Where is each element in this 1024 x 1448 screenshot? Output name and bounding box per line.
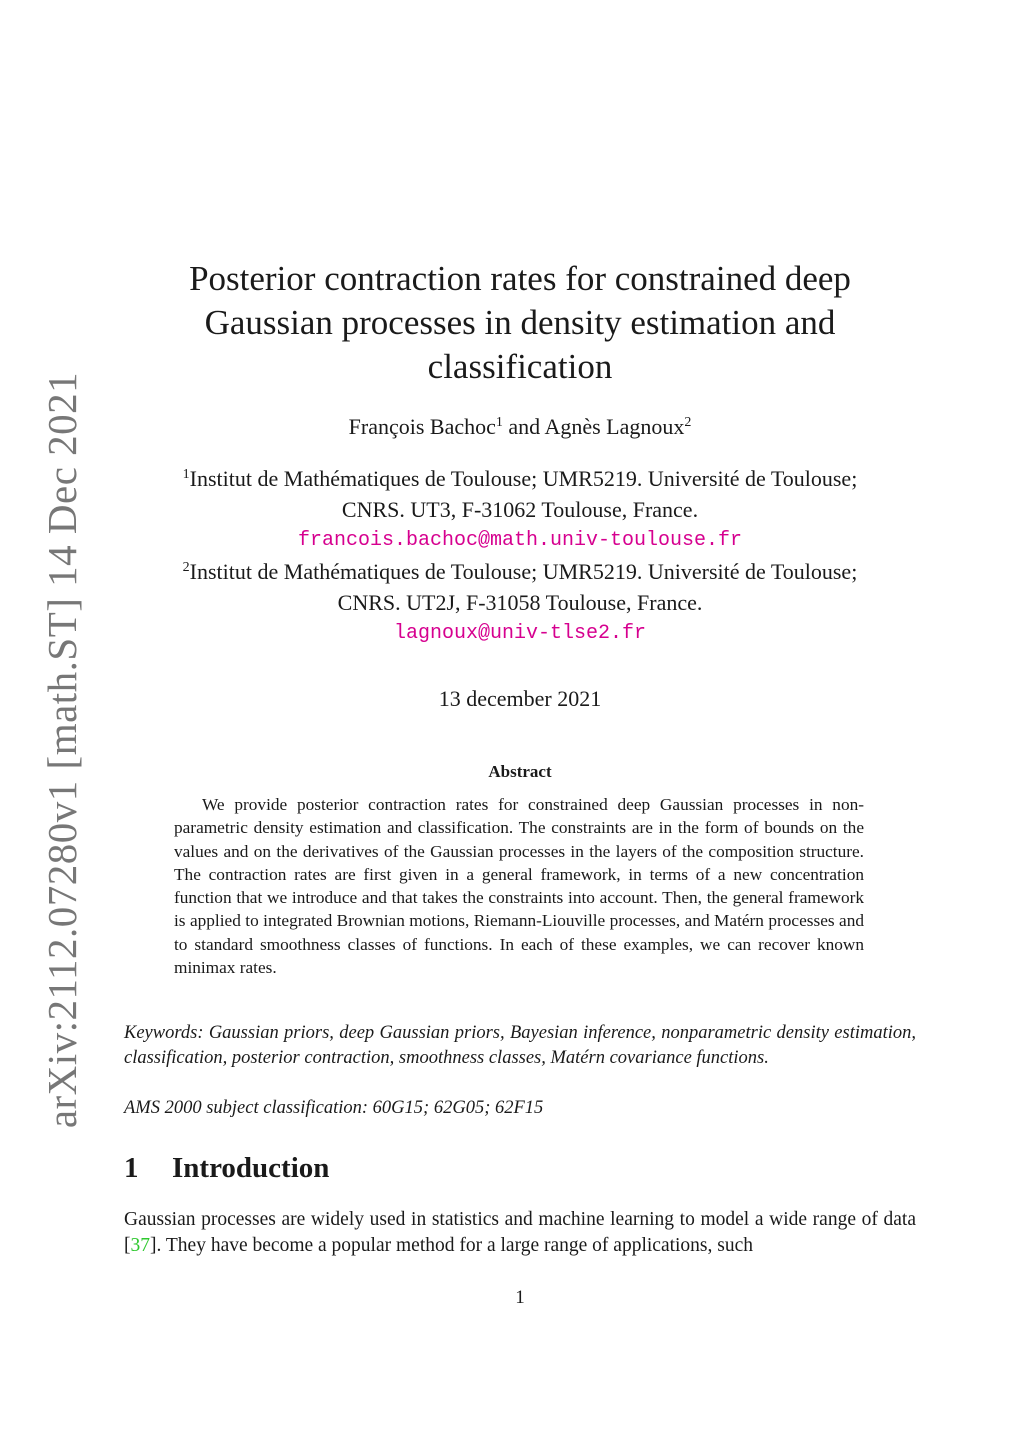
- author-name: François Bachoc: [348, 414, 496, 439]
- ams-classification: AMS 2000 subject classification: 60G15; 62G05; 62F15: [124, 1098, 544, 1118]
- affiliation-text: Institut de Mathématiques de Toulouse; UMR5219. Université de Toulouse;: [189, 559, 858, 584]
- paper-date: 13 december 2021: [438, 686, 602, 711]
- author-line: [124, 414, 916, 440]
- section-number: 1: [124, 1152, 139, 1184]
- intro-text: ]. They have become a popular method for a large range of applications, such: [150, 1235, 754, 1256]
- email-link[interactable]: lagnoux@univ-tlse2.fr: [393, 622, 647, 645]
- keywords: Keywords: Gaussian priors, deep Gaussian priors, Bayesian inference, nonparametric density estimation, classification, posterior contraction, smoothness classes, Matérn covariance functions.: [124, 1023, 916, 1068]
- abstract-text: We provide posterior contraction rates for constrained deep Gaussian processes in non-parametric density estimation and classification. The constraints are in the form of bounds on the values and on the derivatives of the Gaussian processes in the layers of the composition structure. The contraction rates are first given in a general framework, in terms of a new concentration function that we introduce and that takes the constraints into account. Then, the general framework is applied to integrated Brownian motions, Riemann-Liouville processes, and Matérn processes and to standard smoothness classes of functions. In each of these examples, we can recover known minimax rates.: [174, 795, 864, 978]
- section-heading: [124, 1152, 916, 1185]
- author-affiliation-mark: 1: [495, 415, 503, 430]
- abstract-heading: Abstract: [488, 762, 552, 781]
- citation-link[interactable]: 37: [130, 1235, 150, 1256]
- paper-title: Posterior contraction rates for constrained deep Gaussian processes in density estimation and classification: [189, 259, 851, 386]
- affiliation-line: CNRS. UT3, F-31062 Toulouse, France.: [341, 497, 699, 522]
- affiliations-block: [124, 463, 916, 649]
- affiliation-line: [124, 556, 916, 587]
- author-affiliation-mark: 2: [684, 415, 692, 430]
- page-number: 1: [515, 1287, 525, 1308]
- author-name: Agnès Lagnoux: [544, 414, 685, 439]
- intro-text: Gaussian processes are widely used in statistics and machine learning to model a wide range of data [: [124, 1209, 916, 1256]
- arxiv-identifier-stamp: arXiv:2112.07280v1 [math.ST] 14 Dec 2021: [39, 371, 85, 1129]
- section-title: Introduction: [172, 1152, 330, 1184]
- affiliation-text: Institut de Mathématiques de Toulouse; UMR5219. Université de Toulouse;: [189, 466, 858, 491]
- author-joiner: and: [502, 414, 545, 439]
- affiliation-line: CNRS. UT2J, F-31058 Toulouse, France.: [337, 590, 703, 615]
- affiliation-mark: 1: [182, 467, 190, 482]
- introduction-paragraph: [124, 1207, 916, 1259]
- affiliation-mark: 2: [182, 560, 190, 575]
- email-link[interactable]: francois.bachoc@math.univ-toulouse.fr: [297, 529, 743, 552]
- affiliation-line: [124, 463, 916, 494]
